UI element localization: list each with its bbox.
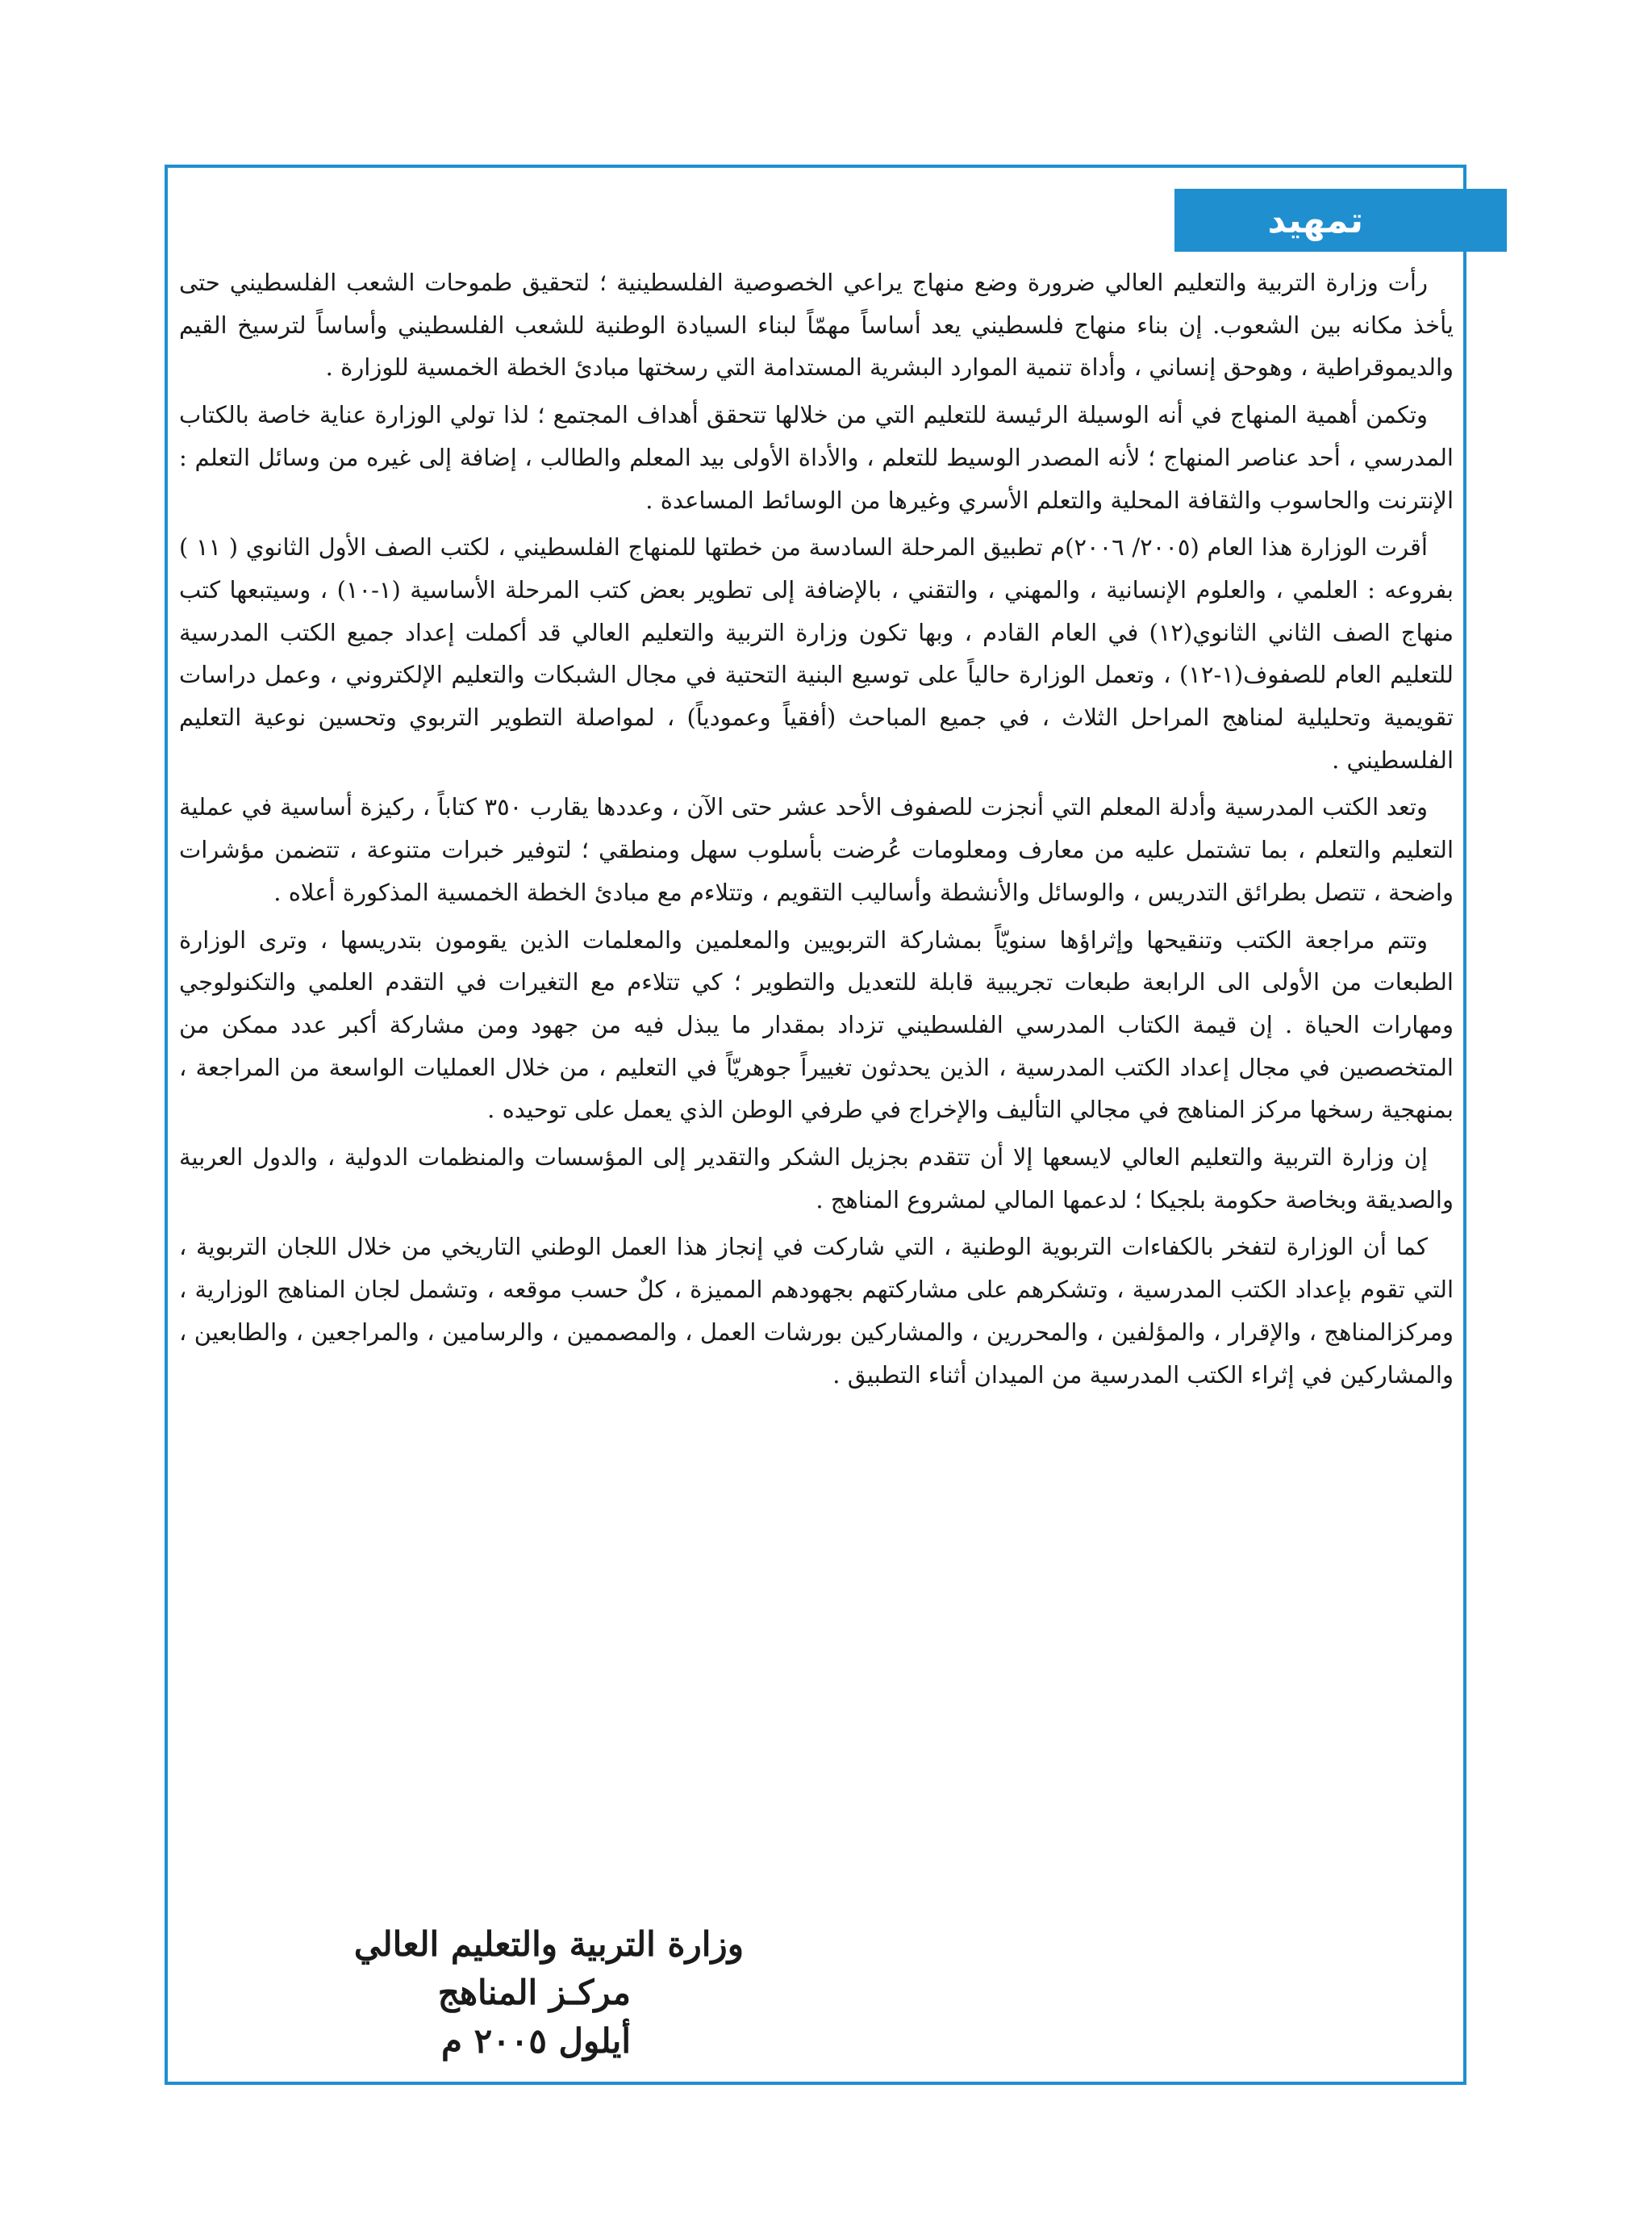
paragraph-6: إن وزارة التربية والتعليم العالي لايسعها إلا أن تتقدم بجزيل الشكر والتقدير إلى المؤسسات والمنظمات الدولية ، والدول العربية والصديقة وبخاصة حكومة بلجيكا ؛ لدعمها المالي لمشروع المناهج . (179, 1143, 1454, 1213)
body-text (179, 261, 1454, 1401)
paragraph-7: كما أن الوزارة لتفخر بالكفاءات التربوية الوطنية ، التي شاركت في إنجاز هذا العمل الوطني التاريخي من خلال اللجان التربوية ، التي تقوم بإعداد الكتب المدرسية ، وتشكرهم على مشاركتهم بجهودهم المميزة ، كلٌ حسب موقعه ، وتشمل لجان المناهج الوزارية ، ومركزالمناهج ، والإقرار ، والمؤلفين ، والمحررين ، والمشاركين بورشات العمل ، والمصممين ، والرسامين ، والمراجعين ، والطابعين ، والمشاركين في إثراء الكتب المدرسية من الميدان أثناء التطبيق . (179, 1233, 1454, 1389)
paragraph-1: رأت وزارة التربية والتعليم العالي ضرورة وضع منهاج يراعي الخصوصية الفلسطينية ؛ لتحقيق طموحات الشعب الفلسطيني حتى يأخذ مكانه بين الشعوب. إن بناء منهاج فلسطيني يعد أساساً مهمّاً لبناء السيادة الوطنية للشعب الفلسطيني وأساساً لترسيخ القيم والديموقراطية ، وهوحق إنساني ، وأداة تنمية الموارد البشرية المستدامة التي رسختها مبادئ الخطة الخمسية للوزارة . (179, 269, 1454, 382)
paragraph-5: وتتم مراجعة الكتب وتنقيحها وإثراؤها سنويّاً بمشاركة التربويين والمعلمين والمعلمات الذين يقومون بتدريسها ، وترى الوزارة الطبعات من الأولى الى الرابعة طبعات تجريبية قابلة للتعديل والتطوير ؛ كي تتلاءم مع التغيرات في التقدم العلمي والتكنولوجي ومهارات الحياة . إن قيمة الكتاب المدرسي الفلسطيني تزداد بمقدار ما يبذل فيه من جهود ومن مشاركة أكبر عدد ممكن من المتخصصين في مجال إعداد الكتب المدرسية ، الذين يحدثون تغييراً جوهريّاً في التعليم ، من خلال العمليات الواسعة من المراجعة ، بمنهجية رسخها مركز المناهج في مجالي التأليف والإخراج في طرفي الوطن الذي يعمل على توحيده . (179, 925, 1454, 1124)
section-heading (1174, 189, 1507, 252)
signature-block (179, 1920, 744, 2066)
heading-text: تمهيد (1267, 199, 1363, 241)
paragraph-3: أقرت الوزارة هذا العام (٢٠٠٥/ ٢٠٠٦)م تطبيق المرحلة السادسة من خطتها للمنهاج الفلسطيني ، لكتب الصف الأول الثانوي ( ١١ ) بفروعه : العلمي ، والعلوم الإنسانية ، والمهني ، والتقني ، بالإضافة إلى تطوير بعض كتب المرحلة الأساسية (١-١٠) ، وسيتبعها كتب منهاج الصف الثاني الثانوي(١٢) في العام القادم ، وبها تكون وزارة التربية والتعليم العالي قد أكملت إعداد جميع الكتب المدرسية للتعليم العام للصفوف(١-١٢) ، وتعمل الوزارة حالياً على توسيع البنية التحتية في مجال الشبكات والتعليم الإلكتروني ، وعمل دراسات تقويمية وتحليلية لمناهج المراحل الثلاث ، في جميع المباحث (أفقياً وعمودياً) ، لمواصلة التطوير التربوي وتحسين نوعية التعليم الفلسطيني . (179, 533, 1454, 774)
signature-ministry: وزارة التربية والتعليم العالي (353, 1924, 744, 1964)
signature-center: مركـز المناهج (437, 1973, 631, 2012)
paragraph-4: وتعد الكتب المدرسية وأدلة المعلم التي أنجزت للصفوف الأحد عشر حتى الآن ، وعددها يقارب ٣٥٠ كتاباً ، ركيزة أساسية في عملية التعليم والتعلم ، بما تشتمل عليه من معارف ومعلومات عُرضت بأسلوب سهل ومنطقي ؛ لتوفير خبرات متنوعة ، تتضمن مؤشرات واضحة ، تتصل بطرائق التدريس ، والوسائل والأنشطة وأساليب التقويم ، وتتلاءم مع مبادئ الخطة الخمسية المذكورة أعلاه . (179, 793, 1454, 906)
signature-date: أيلول ٢٠٠٥ م (441, 2021, 631, 2061)
paragraph-2: وتكمن أهمية المنهاج في أنه الوسيلة الرئيسة للتعليم التي من خلالها تتحقق أهداف المجتمع ؛ لذا تولي الوزارة عناية خاصة بالكتاب المدرسي ، أحد عناصر المنهاج ؛ لأنه المصدر الوسيط للتعلم ، والأداة الأولى بيد المعلم والطالب ، إضافة إلى غيره من وسائل التعلم : الإنترنت والحاسوب والثقافة المحلية والتعلم الأسري وغيرها من الوسائط المساعدة . (179, 401, 1454, 514)
